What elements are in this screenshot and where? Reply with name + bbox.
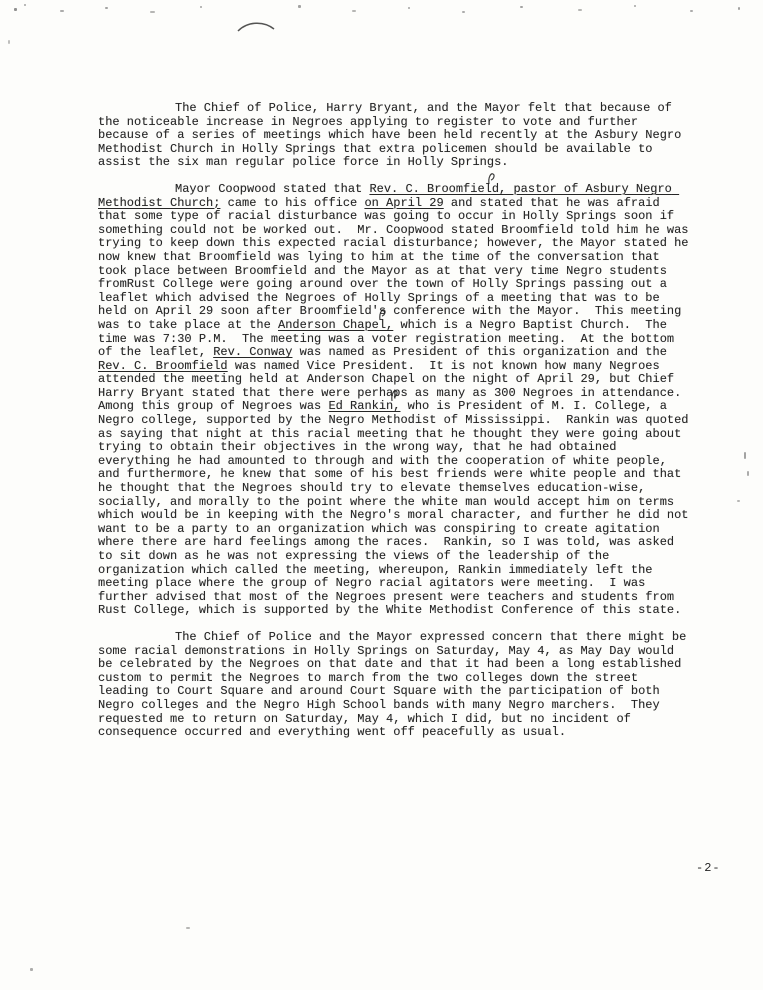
scan-speck <box>60 10 64 12</box>
scan-speck <box>408 7 410 9</box>
scan-speck <box>352 10 356 12</box>
paragraph-text: came to his office <box>220 195 365 210</box>
underlined-text-rev-conway: Rev. Conway <box>213 345 293 360</box>
paragraph-1 <box>98 102 695 170</box>
paragraph-text: who is President of M. I. College, a Negro college, supported by the Negro Methodist of Mississippi. Rankin was quoted as saying that night at this racial meeting that he thought they were going about trying to obtain their objectives in the wrong way, that he had obtained everything he had amounted to through and with the cooperation of white people, and furthermore, he knew that some of his best friends were white people and that he thought that the Negroes should try to elevate themselves education-wise, socially, and morally to the point where the white man would accept him on terms which would be in keeping with the Negro's moral character, and further he did not want to be a party to an organization which was conspiring to create agitation where there are hard feelings among the races. Rankin, so I was told, was asked to sit down as he was not expressing the views of the leadership of the organization which called the meeting, whereupon, Rankin immediately left the meeting place where the group of Negro racial agitators were meeting. I was further advised that most of the Negroes present were teachers and students from Rust College, which is supported by the White Methodist Conference of this state. <box>98 399 696 618</box>
underlined-phrase-anderson-chapel <box>278 318 393 332</box>
scan-speck <box>30 968 33 971</box>
scan-speck <box>150 11 155 13</box>
scan-speck <box>738 7 740 10</box>
underlined-text-april-29: on April 29 <box>364 195 444 210</box>
scan-speck <box>744 452 746 459</box>
scan-speck <box>690 10 693 12</box>
scan-speck <box>520 6 523 8</box>
handwritten-mark-icon <box>390 389 402 403</box>
underlined-text: Ed Rankin, <box>328 399 401 414</box>
scan-speck <box>462 11 465 13</box>
scan-speck <box>24 4 26 6</box>
page-number: -2- <box>696 861 721 875</box>
paragraph-text: The Chief of Police and the Mayor expressed concern that there might be some racial demonstrations in Holly Springs on Saturday, May 4, as May Day would be celebrated by the Negroes on that date and that it had been a long established custom to permit the Negroes to march from the two colleges down the street leading to Court Square and around Court Square with the participation of both Negro colleges and the Negro High School bands with many Negro marchers. They requested me to return on Saturday, May 4, which I did, but no incident of consequence occurred and everything went off peacefully as usual. <box>98 629 694 740</box>
paragraph-text: was named as President of this organization and the <box>292 345 675 360</box>
underlined-phrase-ed-rankin <box>328 399 400 413</box>
document-body <box>98 102 695 753</box>
handwritten-mark-icon <box>487 172 499 186</box>
handwritten-mark-icon <box>378 308 390 322</box>
paragraph-text: which is a Negro Baptist Church. The time was 7:30 P.M. The meeting was a voter registration meeting. At the bottom of the leaflet, <box>98 317 682 360</box>
handwritten-arc-icon <box>236 20 276 34</box>
scan-speck <box>200 6 202 8</box>
paragraph-text: was named Vice President. It is not known how many Negroes attended the meeting held at Anderson Chapel on the night of April 29, but Chief Harry Bryant stated that there were perhaps as many as 300 Negroes in attendance. Among this group of Negroes was <box>98 358 696 414</box>
scan-speck <box>634 5 636 7</box>
underlined-text-rev-broomfield: Rev. C. Broomfield <box>98 358 228 373</box>
scan-speck <box>186 927 190 929</box>
scan-speck <box>105 7 108 9</box>
scan-speck <box>747 471 749 476</box>
paragraph-3 <box>98 631 695 740</box>
paragraph-2 <box>98 183 695 618</box>
paragraph-text: The Chief of Police, Harry Bryant, and the Mayor felt that because of the noticeable increase in Negroes applying to register to vote and further because of a series of meetings which have been held recently at the Asbury Negro Methodist Church in Holly Springs that extra policemen should be available to assist the six man regular police force in Holly Springs. <box>98 101 689 170</box>
scan-speck <box>737 500 740 502</box>
underlined-text: Anderson Chapel, <box>278 317 394 332</box>
scan-speck <box>14 8 17 11</box>
underlined-text: Rev. C. Broomfield, pastor of Asbury Negro Methodist Church; <box>98 181 680 210</box>
scan-speck <box>578 9 582 11</box>
scan-speck <box>298 5 301 8</box>
scan-speck <box>8 40 10 44</box>
paragraph-text: Mayor Coopwood stated that <box>175 181 370 196</box>
paragraph-text: and stated that he was afraid that some type of racial disturbance was going to occur in Holly Springs soon if something could not be worked out. Mr. Coopwood stated Broomfield told him he was trying to keep down this expected racial disturbance; however, the Mayor stated he now knew that Broomfield was lying to him at the time of the conversation that took place between Broomfield and the Mayor as at that very time Negro students fromRust College were going around over the town of Holly Springs passing out a leaflet which advised the Negroes of Holly Springs of a meeting that was to be held on April 29 soon after Broomfield's conference with the Mayor. This meeting was to take place at the <box>98 195 696 332</box>
